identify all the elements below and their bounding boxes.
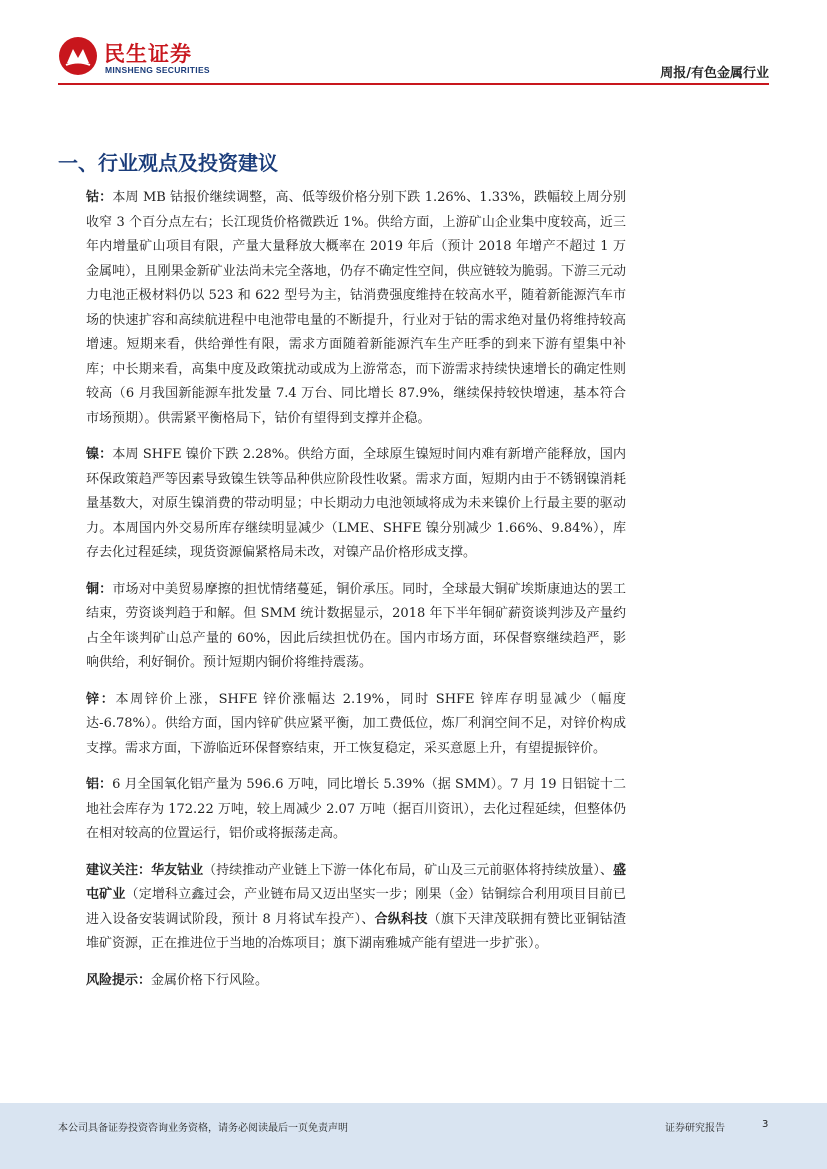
company-name: 合纵科技 <box>374 911 428 927</box>
paragraph-risk <box>86 969 626 994</box>
logo-chinese-name: 民生证券 <box>104 42 192 66</box>
paragraph-label: 钴： <box>86 190 113 205</box>
paragraph-label: 铝： <box>86 777 113 792</box>
paragraph-text: 金属价格下行风险。 <box>151 972 269 988</box>
report-body <box>86 186 626 1005</box>
company-note: （持续推动产业链上下游一体化布局，矿山及三元前驱体将持续放量）、 <box>203 862 613 878</box>
section-title: 一、行业观点及投资建议 <box>58 151 278 175</box>
paragraph-aluminum <box>86 773 626 847</box>
paragraph-copper <box>86 578 626 676</box>
company-note: （定增科立鑫过会，产业链布局又迈出坚实一步；刚果（金）钴铜综合利用项目目前已进入设备安装调试阶段，预计 8 月将试车投产）、 <box>86 887 626 927</box>
paragraph-label: 风险提示： <box>86 972 152 988</box>
paragraph-cobalt <box>86 186 626 431</box>
paragraph-text: 市场对中美贸易摩擦的担忧情绪蔓延，铜价承压。同时，全球最大铜矿埃斯康迪达的罢工结束，劳资谈判趋于和解。但 SMM 统计数据显示，2018 年下半年铜矿薪资谈判涉及产量约占全年谈判矿山总产量的 60%，因此后续担忧仍在。国内市场方面，环保督察继续趋严，影响供给，利好铜价。预计短期内铜价将维持震荡。 <box>86 581 626 670</box>
paragraph-label: 锌： <box>86 691 116 707</box>
page-footer <box>0 1103 827 1169</box>
paragraph-recommendation <box>86 859 626 957</box>
company-name: 华友钴业 <box>151 862 204 878</box>
paragraph-text: 本周 MB 钴报价继续调整，高、低等级价格分别下跌 1.26%、1.33%，跌幅较上周分别收窄 3 个百分点左右；长江现货价格微跌近 1%。供给方面，上游矿山企业集中度较高，近三年内增量矿山项目有限，产量大量释放大概率在 2019 年后（预计 2018 年增产不超过 1 万金属吨），且刚果金新矿业法尚未完全落地，仍存不确定性空间，供应链较为脆弱。下游三元动力电池正极材料仍以 523 和 622 型号为主，钴消费强度维持在较高水平，随着新能源汽车市场的快速扩容和高续航进程中电池带电量的不断提升，行业对于钴的需求绝对量仍将维持较高增速。短期来看，供给弹性有限，需求方面随着新能源汽车生产旺季的到来下游有望集中补库；中长期来看，高集中度及政策扰动或成为上游常态，而下游需求持续快速增长的确定性则较高（6 月我国新能源车批发量 7.4 万台、同比增长 87.9%，继续保持较快增速，基本符合市场预期）。供需紧平衡格局下，钴价有望得到支撑并企稳。 <box>86 190 626 426</box>
company-name: 盛屯矿业 <box>86 862 626 902</box>
page-number: 3 <box>762 1119 769 1130</box>
paragraph-label: 镍： <box>86 447 113 462</box>
paragraph-zinc <box>86 688 626 762</box>
company-note: （旗下天津茂联拥有赞比亚铜钴渣堆矿资源，正在推进位于当地的冶炼项目；旗下湖南雅城产能有望进一步扩张）。 <box>86 911 626 951</box>
paragraph-label: 建议关注： <box>86 862 152 878</box>
page-header <box>0 0 827 90</box>
logo-english-name: MINSHENG SECURITIES <box>105 65 210 75</box>
paragraph-text: 6 月全国氧化铝产量为 596.6 万吨，同比增长 5.39%（据 SMM）。7 月 19 日铝锭十二地社会库存为 172.22 万吨，较上周减少 2.07 万吨（据百川资讯），去化过程延续，但整体仍在相对较高的位置运行，铝价或将振荡走高。 <box>86 777 626 841</box>
paragraph-text: 本周锌价上涨，SHFE 锌价涨幅达 2.19%，同时 SHFE 锌库存明显减少（幅度达-6.78%）。供给方面，国内锌矿供应紧平衡，加工费低位，炼厂利润空间不足，对锌价构成支撑。需求方面，下游临近环保督察结束，开工恢复稳定，采买意愿上升，有望提振锌价。 <box>86 691 626 756</box>
paragraph-nickel <box>86 443 626 566</box>
footer-report-label: 证券研究报告 <box>665 1123 725 1134</box>
paragraph-text: 本周 SHFE 镍价下跌 2.28%。供给方面，全球原生镍短时间内难有新增产能释放，国内环保政策趋严等因素导致镍生铁等品种供应阶段性收紧。需求方面，短期内由于不锈钢镍消耗量基数大，对原生镍消费的带动明显；中长期动力电池领域将成为未来镍价上行最主要的驱动力。本周国内外交易所库存继续明显减少（LME、SHFE 镍分别减少 1.66%、9.84%），库存去化过程延续，现货资源偏紧格局未改，对镍产品价格形成支撑。 <box>86 447 626 560</box>
paragraph-label: 铜： <box>86 581 113 597</box>
minsheng-logo-icon <box>58 36 98 76</box>
footer-disclaimer: 本公司具备证券投资咨询业务资格，请务必阅读最后一页免责声明 <box>58 1123 348 1134</box>
company-logo <box>58 36 238 80</box>
header-divider <box>58 83 769 85</box>
report-type: 周报/有色金属行业 <box>660 66 769 81</box>
